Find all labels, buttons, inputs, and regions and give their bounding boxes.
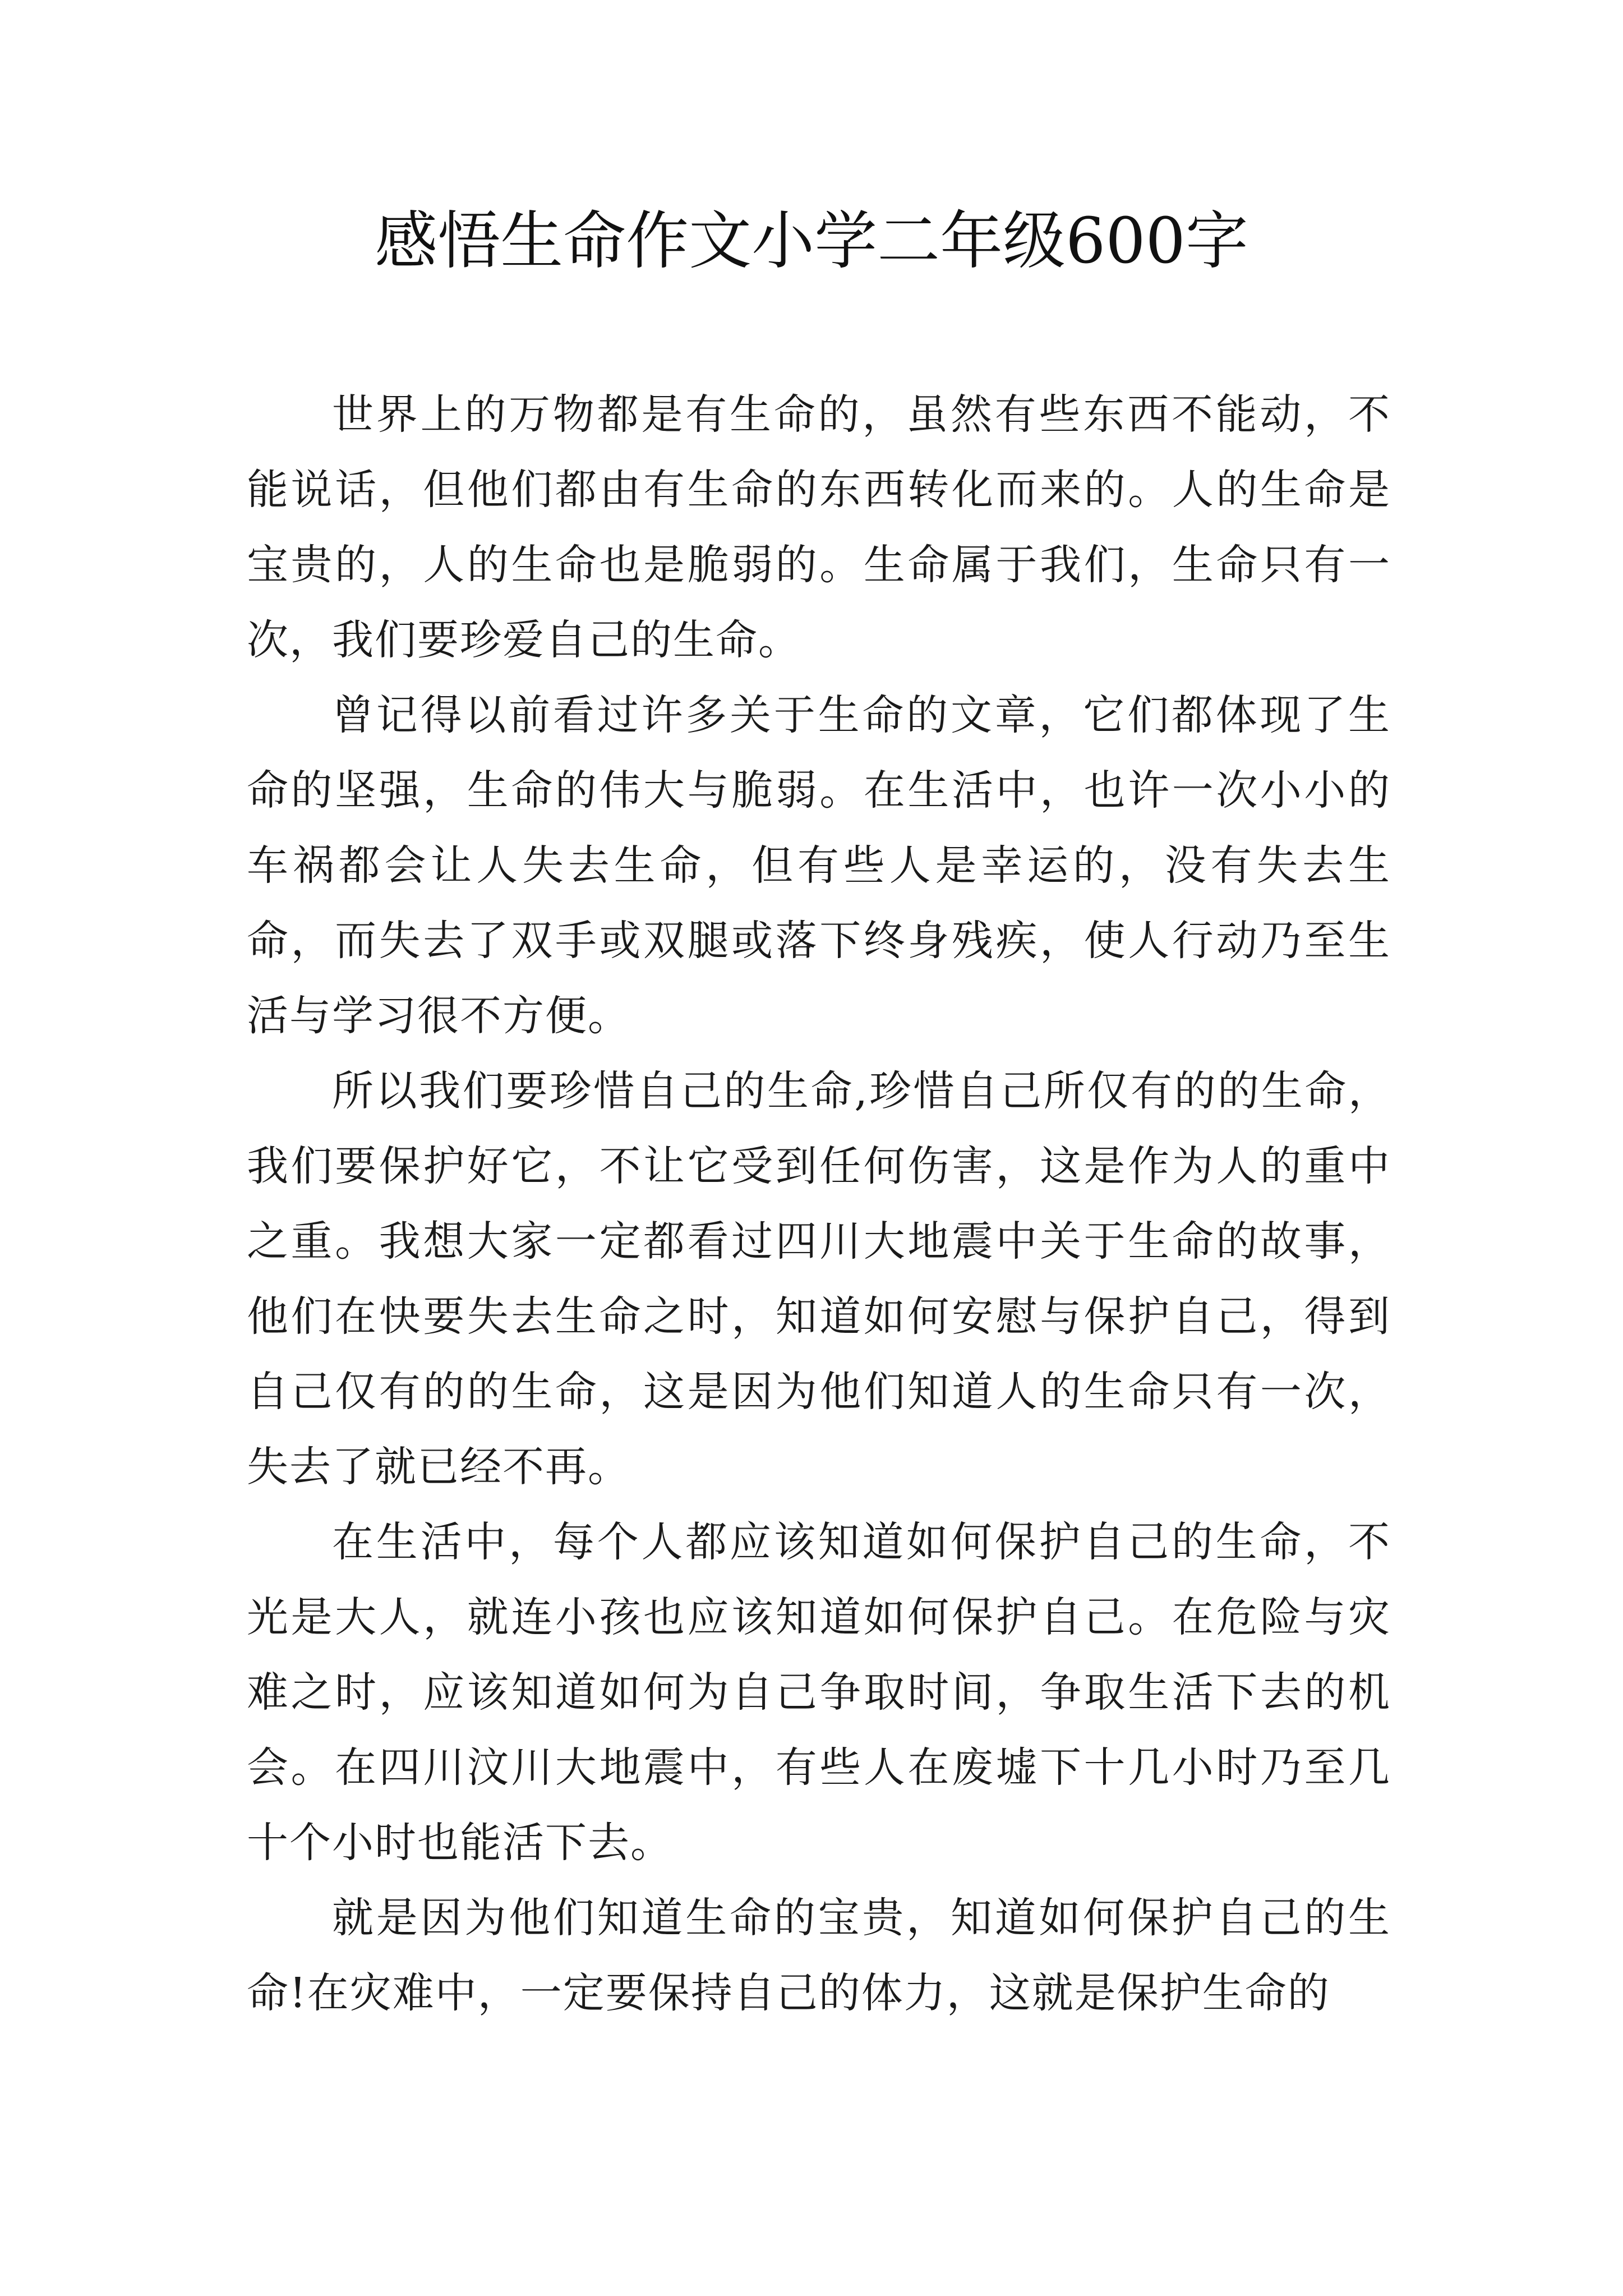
document-body [247,377,1391,2031]
paragraph-2: 曾记得以前看过许多关于生命的文章，它们都体现了生命的坚强，生命的伟大与脆弱。在生活中，也许一次小小的车祸都会让人失去生命，但有些人是幸运的，没有失去生命，而失去了双手或双腿或落下终身残疾，使人行动乃至生活与学习很不方便。 [247,691,1391,1040]
paragraph-5: 就是因为他们知道生命的宝贵，知道如何保护自己的生命!在灾难中，一定要保持自己的体力，这就是保护生命的 [247,1894,1391,2017]
paragraph-3: 所以我们要珍惜自己的生命,珍惜自己所仅有的的生命，我们要保护好它，不让它受到任何伤害，这是作为人的重中之重。我想大家一定都看过四川大地震中关于生命的故事，他们在快要失去生命之时，知道如何安慰与保护自己，得到自己仅有的的生命，这是因为他们知道人的生命只有一次，失去了就已经不再。 [247,1067,1391,1491]
document-title: 感悟生命作文小学二年级600字 [375,205,1248,278]
paragraph-4: 在生活中，每个人都应该知道如何保护自己的生命，不光是大人，就连小孩也应该知道如何保护自己。在危险与灾难之时，应该知道如何为自己争取时间，争取生活下去的机会。在四川汶川大地震中，有些人在废墟下十几小时乃至几十个小时也能活下去。 [247,1518,1391,1867]
paragraph-1: 世界上的万物都是有生命的，虽然有些东西不能动，不能说话，但他们都由有生命的东西转化而来的。人的生命是宝贵的，人的生命也是脆弱的。生命属于我们，生命只有一次，我们要珍爱自己的生命。 [247,390,1391,664]
